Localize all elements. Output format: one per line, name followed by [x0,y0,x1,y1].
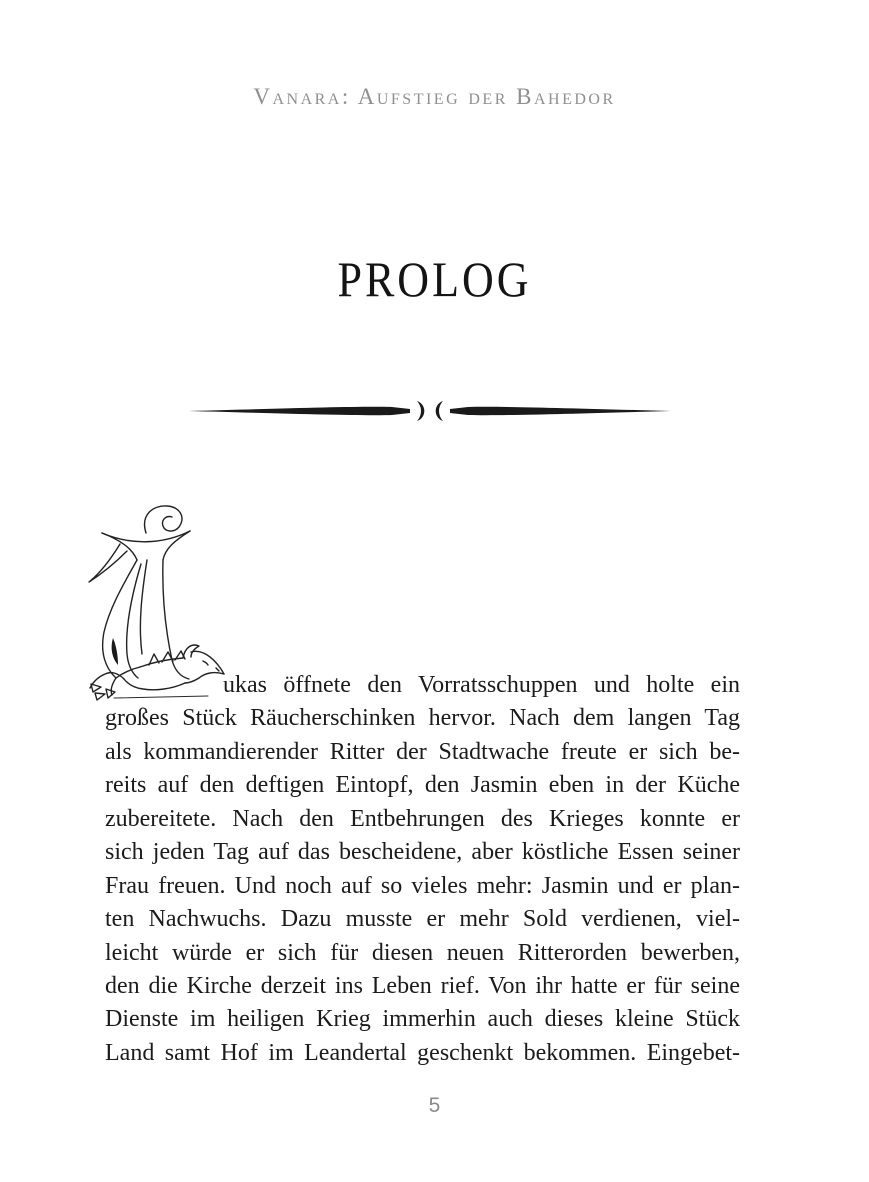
text-line: ukas öffnete den Vorratsschuppen und holte ein [223,672,740,698]
text-line: ten Nachwuchs. Dazu musste er mehr Sold verdienen, viel- [105,906,740,933]
text-line: Land samt Hof im Leandertal geschenkt bekommen. Eingebet- [105,1039,740,1066]
text-line: großes Stück Räucherschinken hervor. Nach dem langen Tag [105,705,740,732]
running-head: Vanara: Aufstieg der Bahedor [253,84,616,109]
text-line: Frau freuen. Und noch auf so vieles mehr: Jasmin und er plan- [105,872,740,899]
body-paragraph [105,669,740,1070]
text-line: reits auf den deftigen Eintopf, den Jasmin eben in der Küche [105,772,740,799]
text-line: sich jeden Tag auf das bescheidene, aber köstliche Essen seiner [105,839,740,866]
section-divider-icon [189,398,671,424]
text-line: leicht würde er sich für diesen neuen Ritterorden bewerben, [105,939,740,966]
text-line: Dienste im heiligen Krieg immerhin auch dieses kleine Stück [105,1006,740,1033]
chapter-title: PROLOG [337,252,532,307]
text-line: den die Kirche derzeit ins Leben rief. Von ihr hatte er für seine [105,972,740,999]
text-line: als kommandierender Ritter der Stadtwache freute er sich be- [105,738,740,765]
text-line: zubereitete. Nach den Entbehrungen des Krieges konnte er [105,805,740,832]
page-number: 5 [428,1094,441,1117]
